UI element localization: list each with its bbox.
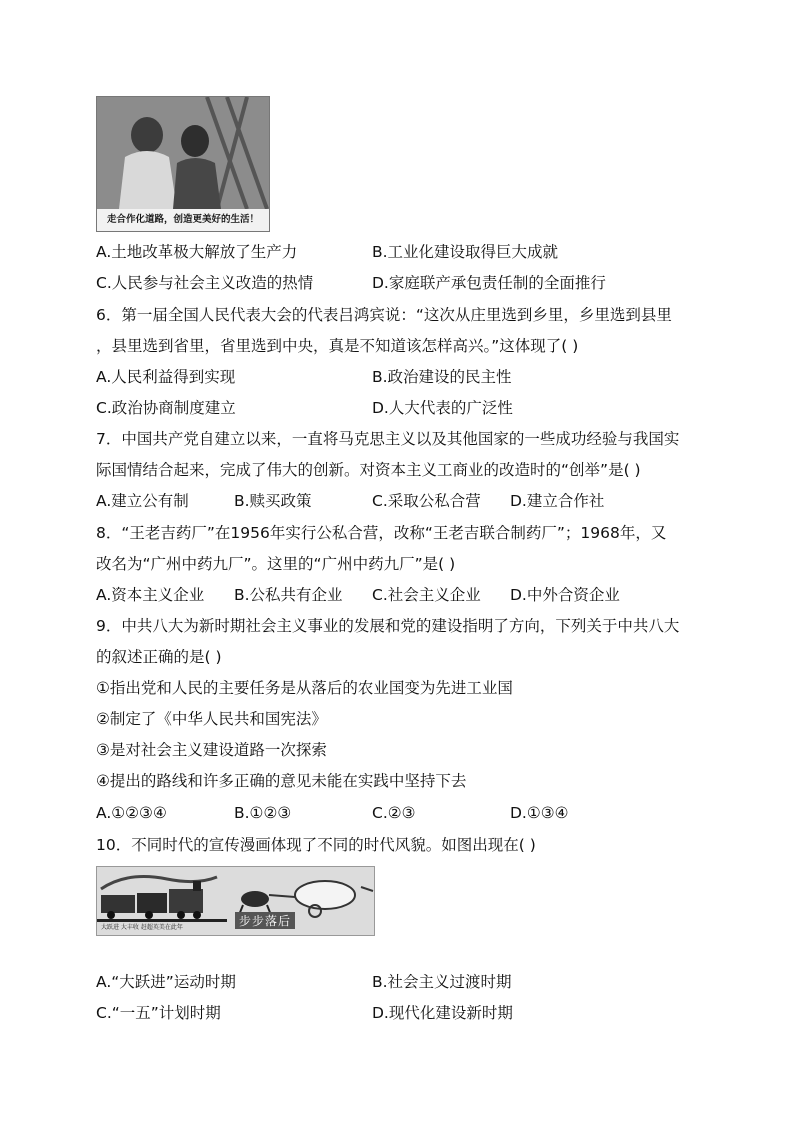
q8-option-a: A.资本主义企业 xyxy=(96,586,205,604)
q7-option-a: A.建立公有制 xyxy=(96,492,189,510)
q5-option-b: B.工业化建设取得巨大成就 xyxy=(372,243,559,261)
q9-stem-line1: 9．中共八大为新时期社会主义事业的发展和党的建设指明了方向，下列关于中共八大 xyxy=(96,617,680,635)
q6-option-b: B.政治建设的民主性 xyxy=(372,368,512,386)
cartoon-caption-right: 步步落后 xyxy=(235,912,295,929)
q10-option-b: B.社会主义过渡时期 xyxy=(372,973,512,991)
poster-cooperative-image xyxy=(96,96,270,232)
q6-stem-line1: 6．第一届全国人民代表大会的代表吕鸿宾说：“这次从庄里选到乡里，乡里选到县里 xyxy=(96,306,672,324)
q10-option-c: C.“一五”计划时期 xyxy=(96,1004,221,1022)
q9-statement-2: ②制定了《中华人民共和国宪法》 xyxy=(96,710,327,728)
q6-option-a: A.人民利益得到实现 xyxy=(96,368,236,386)
cartoon-caption-left: 大跃进 大丰收 赶超英美在此年 xyxy=(101,924,183,931)
q8-stem-line1: 8．“王老吉药厂”在1956年实行公私合营，改称“王老吉联合制药厂”；1968年，又 xyxy=(96,524,667,542)
q5-option-a: A.土地改革极大解放了生产力 xyxy=(96,243,298,261)
q9-statement-3: ③是对社会主义建设道路一次探索 xyxy=(96,741,327,759)
cartoon-train-vs-oxcart-image xyxy=(96,866,375,936)
q10-stem-line1: 10．不同时代的宣传漫画体现了不同的时代风貌。如图出现在( ) xyxy=(96,836,536,854)
q7-option-d: D.建立合作社 xyxy=(510,492,605,510)
poster-figures-illustration xyxy=(97,97,269,209)
q6-stem-line2: ，县里选到省里，省里选到中央，真是不知道该怎样高兴。”这体现了( ) xyxy=(96,337,579,355)
q9-statement-1: ①指出党和人民的主要任务是从落后的农业国变为先进工业国 xyxy=(96,679,513,697)
poster-caption: 走合作化道路，创造更美好的生活！ xyxy=(97,209,269,231)
q7-option-c: C.采取公私合营 xyxy=(372,492,481,510)
q9-statement-4: ④提出的路线和许多正确的意见未能在实践中坚持下去 xyxy=(96,772,467,790)
q6-option-d: D.人大代表的广泛性 xyxy=(372,399,513,417)
q8-option-d: D.中外合资企业 xyxy=(510,586,620,604)
q8-stem-line2: 改名为“广州中药九厂”。这里的“广州中药九厂”是( ) xyxy=(96,555,456,573)
q5-option-d: D.家庭联产承包责任制的全面推行 xyxy=(372,274,606,292)
q10-option-a: A.“大跃进”运动时期 xyxy=(96,973,236,991)
q6-option-c: C.政治协商制度建立 xyxy=(96,399,236,417)
q9-stem-line2: 的叙述正确的是( ) xyxy=(96,648,222,666)
q7-stem-line1: 7．中国共产党自建立以来，一直将马克思主义以及其他国家的一些成功经验与我国实 xyxy=(96,430,680,448)
q7-stem-line2: 际国情结合起来，完成了伟大的创新。对资本主义工商业的改造时的“创举”是( ) xyxy=(96,461,641,479)
q9-option-d: D.①③④ xyxy=(510,804,569,822)
q8-option-b: B.公私共有企业 xyxy=(234,586,343,604)
q9-option-b: B.①②③ xyxy=(234,804,292,822)
q8-option-c: C.社会主义企业 xyxy=(372,586,481,604)
q9-option-c: C.②③ xyxy=(372,804,416,822)
q7-option-b: B.赎买政策 xyxy=(234,492,312,510)
q5-option-c: C.人民参与社会主义改造的热情 xyxy=(96,274,314,292)
q9-option-a: A.①②③④ xyxy=(96,804,167,822)
q10-option-d: D.现代化建设新时期 xyxy=(372,1004,513,1022)
